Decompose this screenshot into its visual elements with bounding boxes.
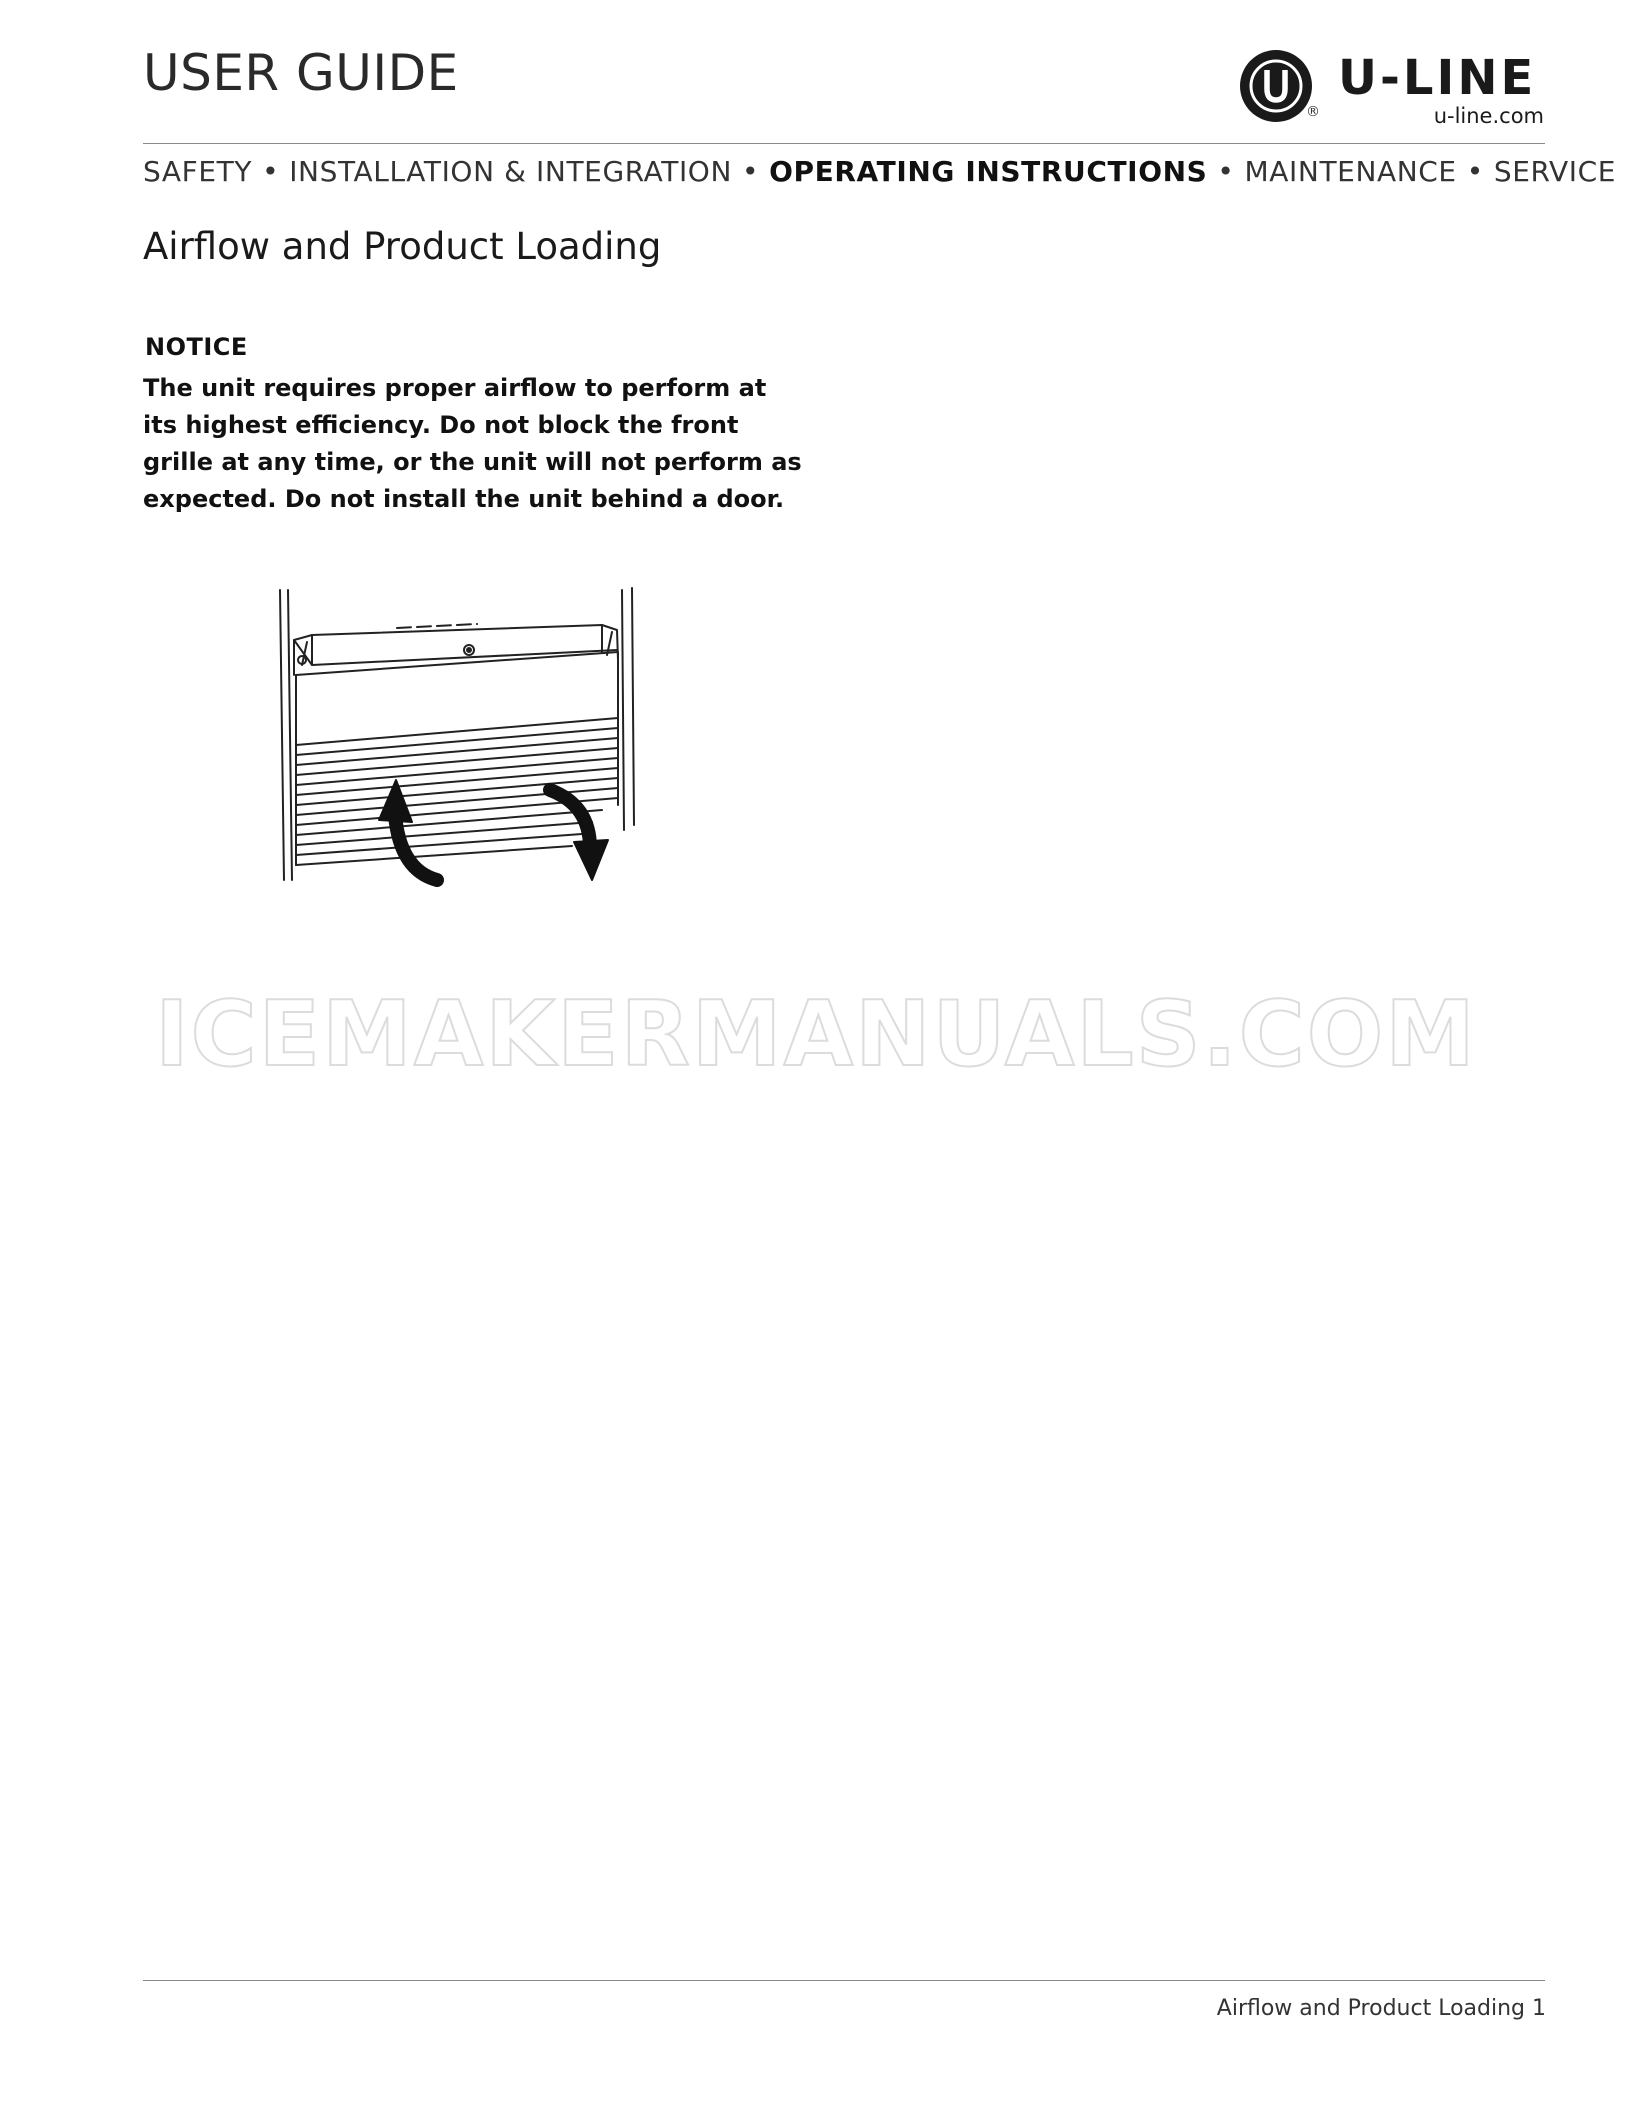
notice-text: The unit requires proper airflow to perform at its highest efficiency. Do not block the front grille at any time, or the unit will not perform as expected. Do not install the unit behind a door. <box>143 374 802 513</box>
footer-page-label: Airflow and Product Loading 1 <box>1216 1996 1546 2021</box>
nav-item-installation: INSTALLATION & INTEGRATION <box>289 155 732 188</box>
header-divider <box>143 143 1545 144</box>
nav-item-service: SERVICE <box>1493 155 1617 188</box>
uline-logo-icon <box>1238 48 1314 124</box>
section-navigation <box>143 155 1617 188</box>
nav-separator: • <box>262 155 280 188</box>
nav-item-operating-instructions: OPERATING INSTRUCTIONS <box>769 155 1208 188</box>
page-heading: Airflow and Product Loading <box>143 225 662 268</box>
brand-name: U-LINE <box>1338 50 1537 106</box>
brand-url: u-line.com <box>1433 104 1544 128</box>
front-grille-airflow-illustration-icon <box>272 580 672 890</box>
nav-separator: • <box>742 155 760 188</box>
watermark: ICEMAKERMANUALS.COM <box>155 982 1477 1087</box>
nav-separator: • <box>1466 155 1484 188</box>
nav-item-maintenance: MAINTENANCE <box>1244 155 1457 188</box>
registered-mark: ® <box>1306 104 1320 120</box>
nav-item-safety: SAFETY <box>143 155 253 188</box>
notice-heading: NOTICE <box>145 333 248 361</box>
document-title: USER GUIDE <box>143 44 459 102</box>
footer-divider <box>143 1980 1545 1981</box>
nav-separator: • <box>1217 155 1235 188</box>
